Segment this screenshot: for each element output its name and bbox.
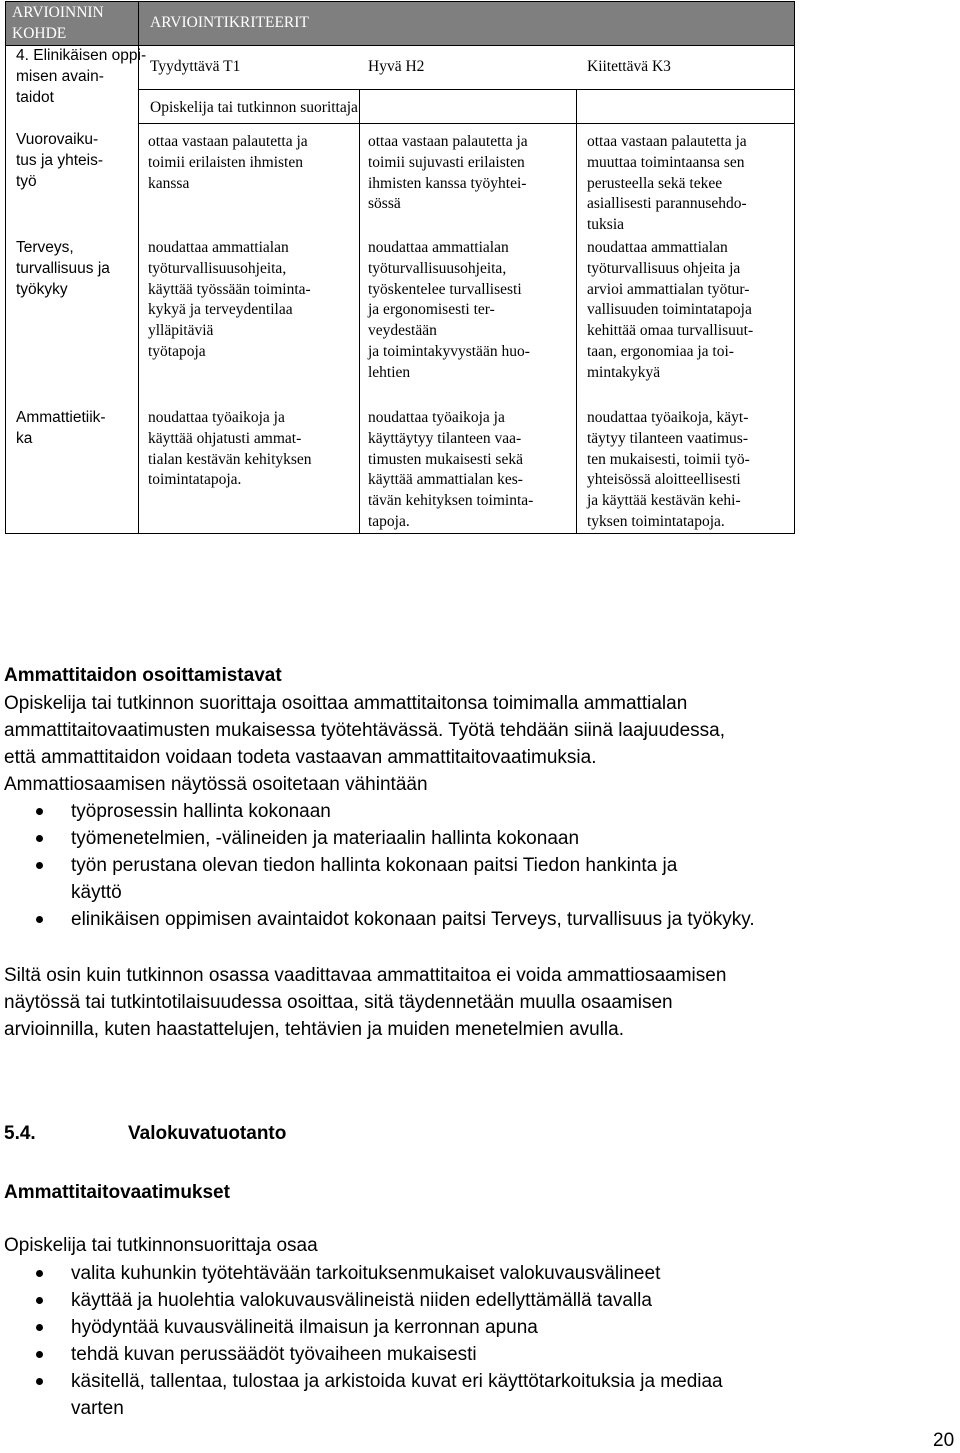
bullet-icon (36, 1351, 43, 1358)
bullet-icon (36, 1378, 43, 1385)
level-h2-label: Hyvä H2 (368, 58, 425, 75)
row-label-ethics: Ammattietiik- ka (16, 409, 106, 447)
requirements-heading: Ammattitaitovaatimukset (4, 1182, 230, 1203)
demonstration-bullet-list (0, 798, 950, 933)
list-item: elinikäisen oppimisen avaintaidot kokonaan paitsi Terveys, turvallisuus ja työkyky. (0, 906, 950, 933)
bullet-icon (36, 916, 43, 923)
row-ethics-t1: noudattaa työaikoja ja käyttää ohjatusti ammat- tialan kestävän kehityksen toimintatapoja. (148, 409, 312, 489)
requirements-intro: Opiskelija tai tutkinnonsuorittaja osaa (4, 1235, 318, 1256)
level-k3-label: Kiitettävä K3 (587, 58, 671, 75)
list-item: työprosessin hallinta kokonaan (0, 798, 950, 825)
subject-label: Opiskelija tai tutkinnon suorittaja (150, 99, 358, 116)
row-health-safety-h2: noudattaa ammattialan työturvallisuusohjeita, työskentelee turvallisesti ja ergonomisesti ter- veydestään ja toimintakyvystään huo- lehtien (368, 239, 530, 381)
list-item: käsitellä, tallentaa, tulostaa ja arkistoida kuvat eri käyttötarkoituksia ja mediaa varten (0, 1368, 950, 1422)
list-item: valita kuhunkin työtehtävään tarkoituksenmukaiset valokuvausvälineet (0, 1260, 950, 1287)
section-title: Valokuvatuotanto (128, 1123, 287, 1144)
section-number: 5.4. (4, 1123, 36, 1144)
demonstration-paragraph: Opiskelija tai tutkinnon suorittaja osoittaa ammattitaitonsa toimimalla ammattialan ammattitaitovaatimusten mukaisessa työtehtävässä. Työtä tehdään siinä laajuudessa, että ammattitaidon voidaan todeta vastaavan ammattitaitovaatimuksia. Ammattiosaamisen näytössä osoitetaan vähintään (4, 693, 725, 795)
list-item: hyödyntää kuvausvälineitä ilmaisun ja kerronnan apuna (0, 1314, 950, 1341)
bullet-icon (36, 1297, 43, 1304)
page-number: 20 (933, 1430, 955, 1451)
row-interaction-h2: ottaa vastaan palautetta ja toimii sujuvasti erilaisten ihmisten kanssa työyhtei- sössä (368, 133, 528, 213)
row-label-health-safety: Terveys, turvallisuus ja työkyky (16, 239, 110, 298)
row-interaction-t1: ottaa vastaan palautetta ja toimii erilaisten ihmisten kanssa (148, 133, 308, 192)
bullet-icon (36, 808, 43, 815)
table-header-criteria: ARVIOINTIKRITEERIT (150, 14, 309, 31)
level-t1-label: Tyydyttävä T1 (150, 58, 241, 75)
list-item: työn perustana olevan tiedon hallinta kokonaan paitsi Tiedon hankinta ja käyttö (0, 852, 950, 906)
row-interaction-k3: ottaa vastaan palautetta ja muuttaa toimintaansa sen perusteella sekä tekee asiallisesti parannusehdo- tuksia (587, 133, 747, 234)
row-health-safety-t1: noudattaa ammattialan työturvallisuusohjeita, käyttää työssään toiminta- kykyä ja terveydentilaa ylläpitäviä työtapoja (148, 239, 311, 360)
demonstration-closing: Siltä osin kuin tutkinnon osassa vaadittavaa ammattitaitoa ei voida ammattiosaamisen näytössä tai tutkintotilaisuudessa osoittaa, sitä täydennetään muulla osaamisen arvioinnilla, kuten haastattelujen, tehtävien ja muiden menetelmien avulla. (4, 965, 727, 1040)
row-ethics-k3: noudattaa työaikoja, käyt- täytyy tilanteen vaatimus- ten mukaisesti, toimii työ- yhteisössä aloitteellisesti ja käyttää kestävän kehi- tyksen toimintatapoja. (587, 409, 750, 530)
table-header-target: ARVIOINNIN KOHDE (12, 4, 104, 42)
bullet-icon (36, 835, 43, 842)
list-item: työmenetelmien, -välineiden ja materiaalin hallinta kokonaan (0, 825, 950, 852)
row-health-safety-k3: noudattaa ammattialan työturvallisuus ohjeita ja arvioi ammattialan työtur- vallisuuden toimintatapoja kehittää omaa turvallisuut- taan, ergonomiaa ja toi- mintakykyä (587, 239, 754, 381)
bullet-icon (36, 1324, 43, 1331)
left-heading: 4. Elinikäisen oppi- misen avain- taidot (16, 47, 147, 106)
row-ethics-h2: noudattaa työaikoja ja käyttäytyy tilanteen vaa- timusten mukaisesti sekä käyttää ammattialan kes- tävän kehityksen toiminta- tapoja. (368, 409, 534, 530)
demonstration-heading: Ammattitaidon osoittamistavat (4, 665, 282, 686)
bullet-icon (36, 862, 43, 869)
bullet-icon (36, 1270, 43, 1277)
assessment-criteria-table (5, 1, 795, 534)
list-item: tehdä kuvan perussäädöt työvaiheen mukaisesti (0, 1341, 950, 1368)
row-label-interaction: Vuorovaiku- tus ja yhteis- työ (16, 131, 104, 190)
list-item: käyttää ja huolehtia valokuvausvälineistä niiden edellyttämällä tavalla (0, 1287, 950, 1314)
requirements-bullet-list (0, 1260, 950, 1422)
